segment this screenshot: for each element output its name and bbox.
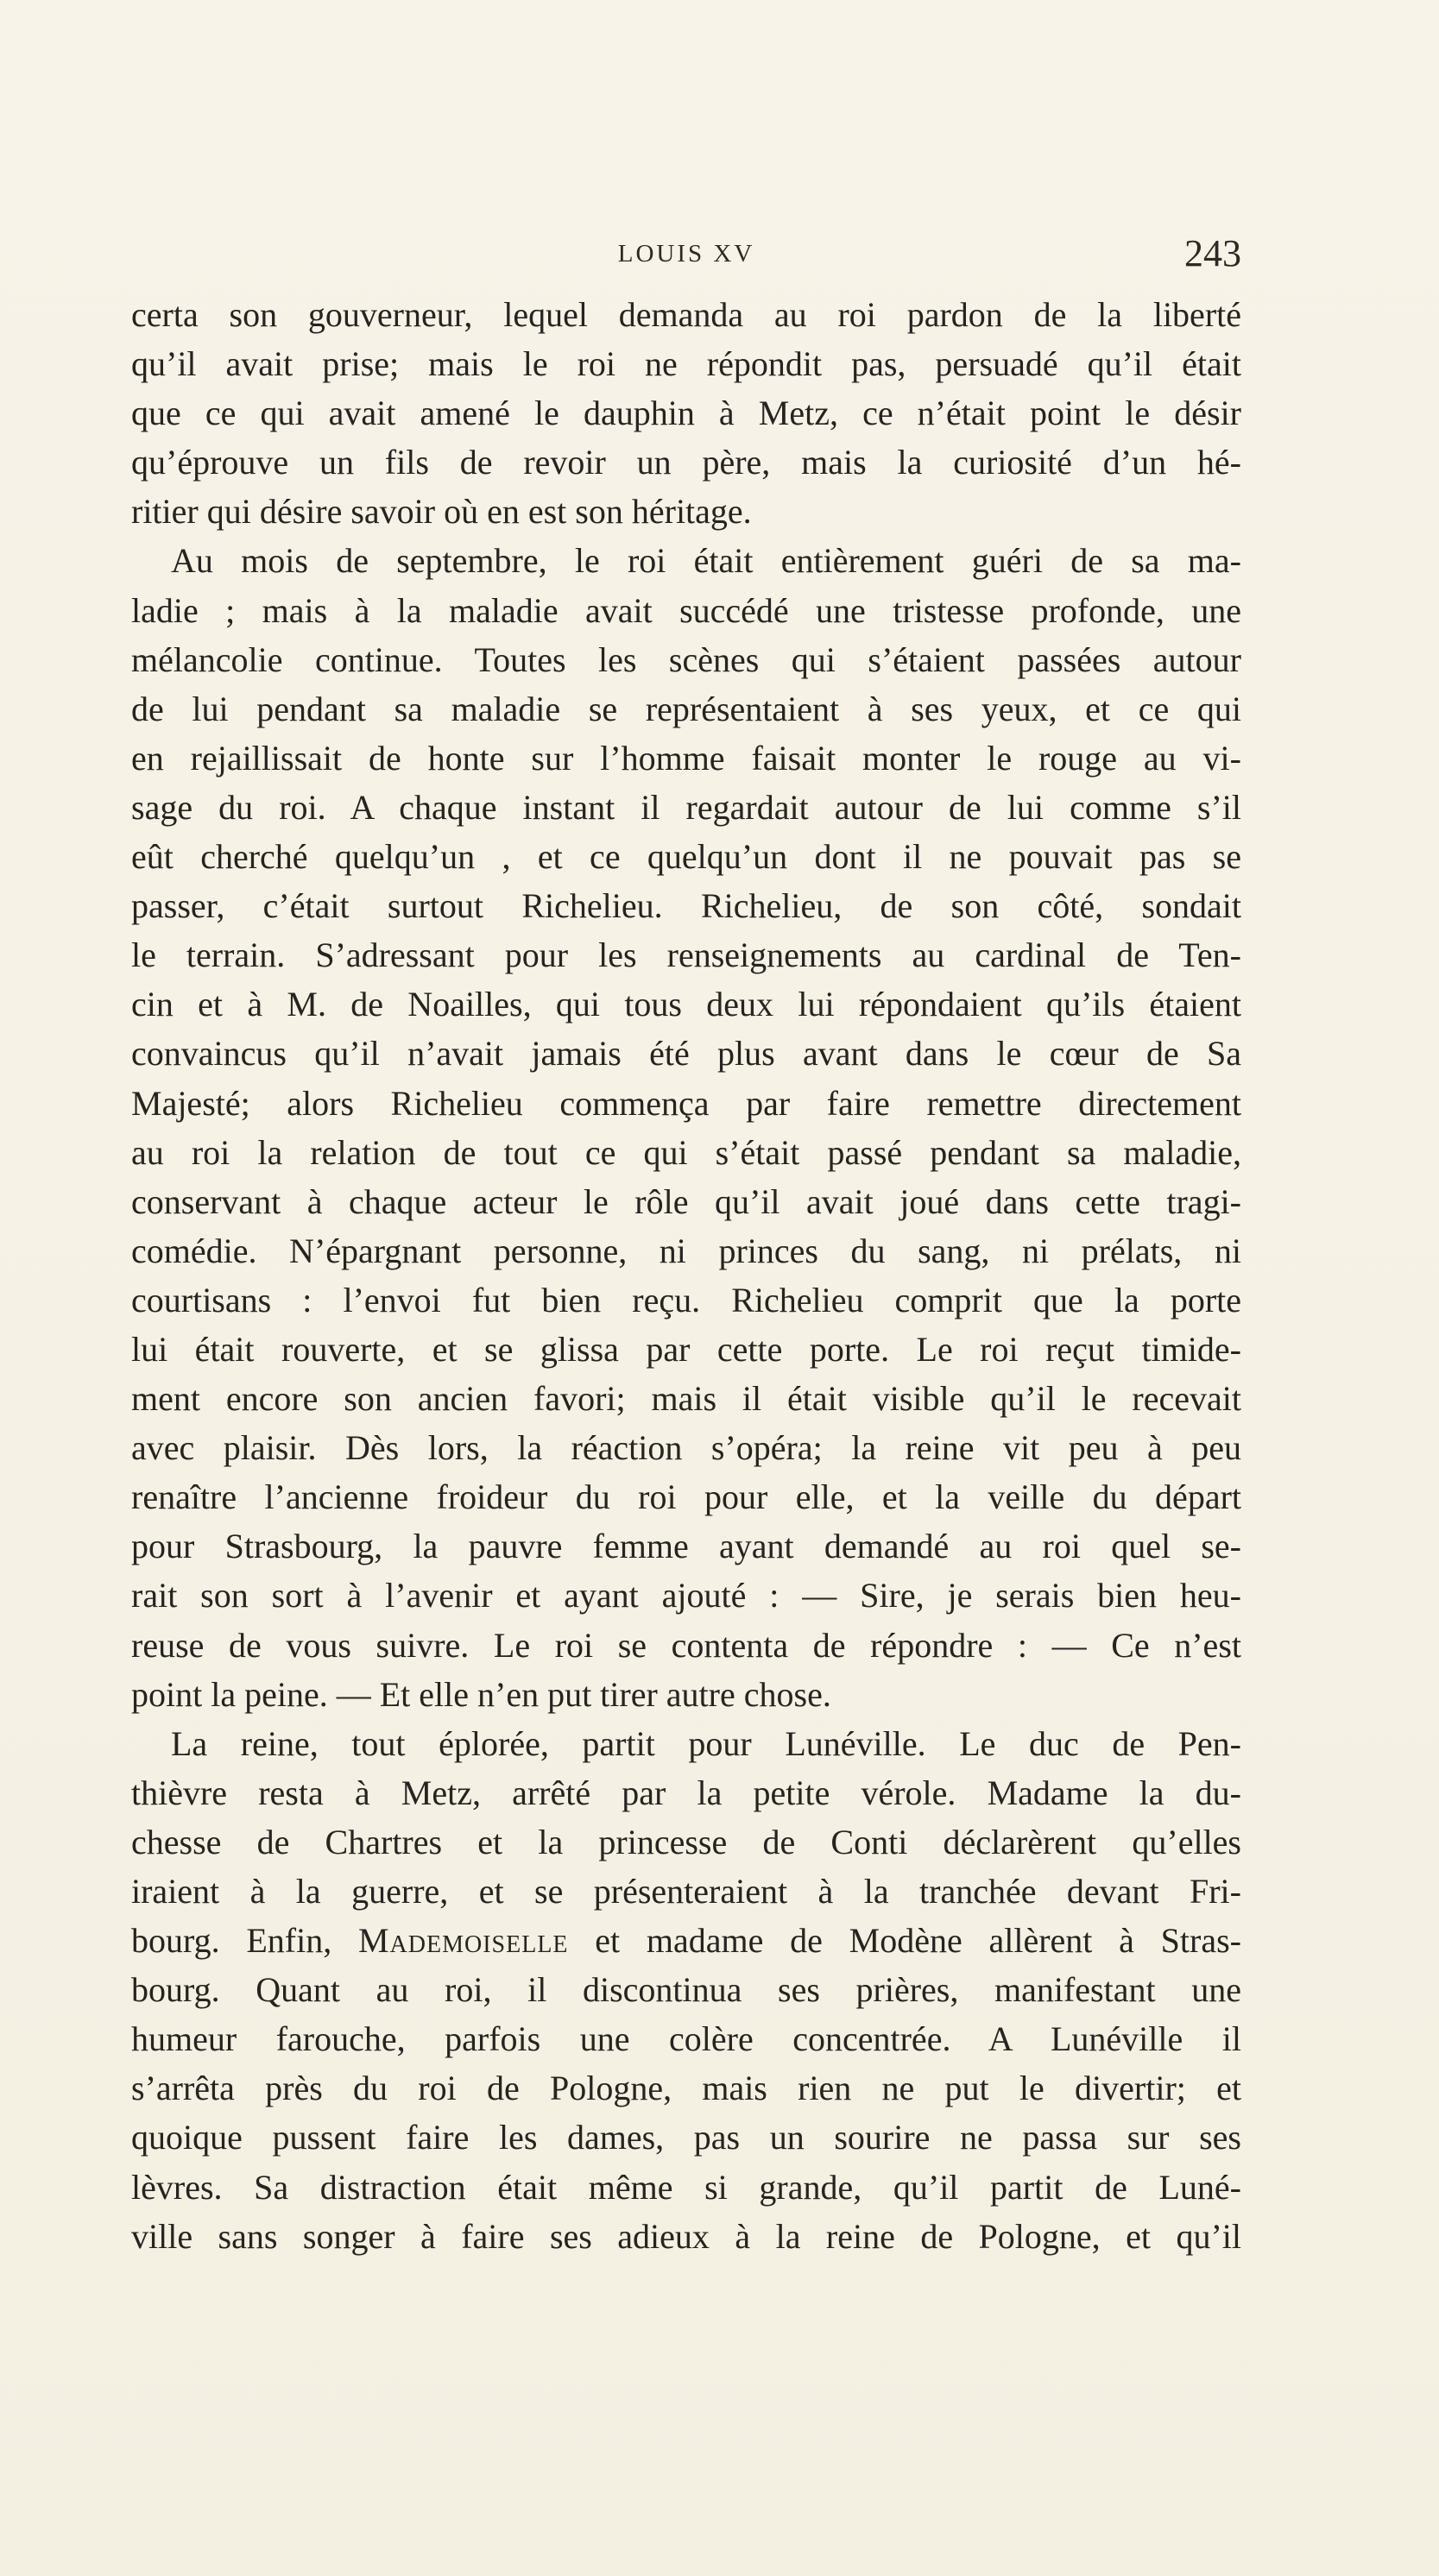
text-line: point la peine. — Et elle n’en put tirer autre chose. bbox=[131, 1674, 831, 1714]
text-line: mélancolie continue. Toutes les scènes qui s’étaient passées autour bbox=[131, 639, 1241, 679]
running-head-title: LOUIS XV bbox=[617, 240, 755, 268]
text-line: bourg. Quant au roi, il discontinua ses prières, manifestant une bbox=[131, 1970, 1241, 2010]
text-line: Majesté; alors Richelieu commença par faire remettre directement bbox=[131, 1083, 1241, 1123]
text-line: renaître l’ancienne froideur du roi pour elle, et la veille du départ bbox=[131, 1477, 1241, 1517]
text-line: rait son sort à l’avenir et ayant ajouté : — Sire, je serais bien heu- bbox=[131, 1576, 1241, 1616]
running-head bbox=[131, 231, 1241, 283]
text-line: qu’il avait prise; mais le roi ne répondit pas, persuadé qu’il était bbox=[131, 344, 1241, 384]
text-line: passer, c’était surtout Richelieu. Richelieu, de son côté, sondait bbox=[131, 886, 1241, 926]
text-line: quoique pussent faire les dames, pas un sourire ne passa sur ses bbox=[131, 2118, 1241, 2157]
text-line: thièvre resta à Metz, arrêté par la petite vérole. Madame la du- bbox=[131, 1773, 1241, 1812]
body-text bbox=[131, 290, 1241, 2261]
text-line: chesse de Chartres et la princesse de Conti déclarèrent qu’elles bbox=[131, 1822, 1241, 1861]
text-line: lui était rouverte, et se glissa par cette porte. Le roi reçut timide- bbox=[131, 1329, 1241, 1369]
text-line: cin et à M. de Noailles, qui tous deux lui répondaient qu’ils étaient bbox=[131, 985, 1241, 1024]
text-segment: et madame de Modène allèrent à Stras- bbox=[568, 1921, 1241, 1961]
paragraph-start-line: La reine, tout éplorée, partit pour Lunéville. Le duc de Pen- bbox=[171, 1723, 1241, 1763]
text-line: que ce qui avait amené le dauphin à Metz, ce n’était point le désir bbox=[131, 394, 1241, 433]
text-line: s’arrêta près du roi de Pologne, mais rien ne put le divertir; et bbox=[131, 2069, 1241, 2108]
text-line: eût cherché quelqu’un , et ce quelqu’un dont il ne pouvait pas se bbox=[131, 837, 1241, 877]
text-line: en rejaillissait de honte sur l’homme faisait monter le rouge au vi- bbox=[131, 738, 1241, 778]
text-line: pour Strasbourg, la pauvre femme ayant demandé au roi quel se- bbox=[131, 1527, 1241, 1566]
text-line: reuse de vous suivre. Le roi se contenta de répondre : — Ce n’est bbox=[131, 1625, 1241, 1665]
text-line: convaincus qu’il n’avait jamais été plus avant dans le cœur de Sa bbox=[131, 1034, 1241, 1074]
text-line: qu’éprouve un fils de revoir un père, mais la curiosité d’un hé- bbox=[131, 443, 1241, 482]
text-line: iraient à la guerre, et se présenteraient à la tranchée devant Fri- bbox=[131, 1872, 1241, 1911]
text-line: ville sans songer à faire ses adieux à la reine de Pologne, et qu’il bbox=[131, 2216, 1241, 2256]
text-line: conservant à chaque acteur le rôle qu’il avait joué dans cette tragi- bbox=[131, 1181, 1241, 1221]
text-line: ment encore son ancien favori; mais il était visible qu’il le recevait bbox=[131, 1379, 1241, 1419]
text-segment: bourg. Enfin, bbox=[131, 1921, 358, 1961]
text-line: avec plaisir. Dès lors, la réaction s’opéra; la reine vit peu à peu bbox=[131, 1428, 1241, 1468]
text-line: de lui pendant sa maladie se représentaient à ses yeux, et ce qui bbox=[131, 689, 1241, 728]
text-line: courtisans : l’envoi fut bien reçu. Richelieu comprit que la porte bbox=[131, 1280, 1241, 1319]
text-line: le terrain. S’adressant pour les renseignements au cardinal de Ten- bbox=[131, 935, 1241, 975]
page-number: 243 bbox=[1184, 232, 1241, 274]
text-line: sage du roi. A chaque instant il regardait autour de lui comme s’il bbox=[131, 787, 1241, 827]
text-line: ritier qui désire savoir où en est son héritage. bbox=[131, 492, 752, 532]
text-line: ladie ; mais à la maladie avait succédé une tristesse profonde, une bbox=[131, 590, 1241, 630]
text-line: humeur farouche, parfois une colère concentrée. A Lunéville il bbox=[131, 2019, 1241, 2059]
small-caps-name: Mademoiselle bbox=[357, 1921, 569, 1961]
text-line: lèvres. Sa distraction était même si grande, qu’il partit de Luné- bbox=[131, 2167, 1241, 2207]
paragraph-start-line: Au mois de septembre, le roi était entièrement guéri de sa ma- bbox=[171, 541, 1241, 581]
text-line: certa son gouverneur, lequel demanda au roi pardon de la liberté bbox=[131, 295, 1241, 334]
text-line: au roi la relation de tout ce qui s’était passé pendant sa maladie, bbox=[131, 1132, 1241, 1172]
text-line: comédie. N’épargnant personne, ni princes du sang, ni prélats, ni bbox=[131, 1231, 1241, 1270]
text-line bbox=[131, 1916, 1241, 1965]
